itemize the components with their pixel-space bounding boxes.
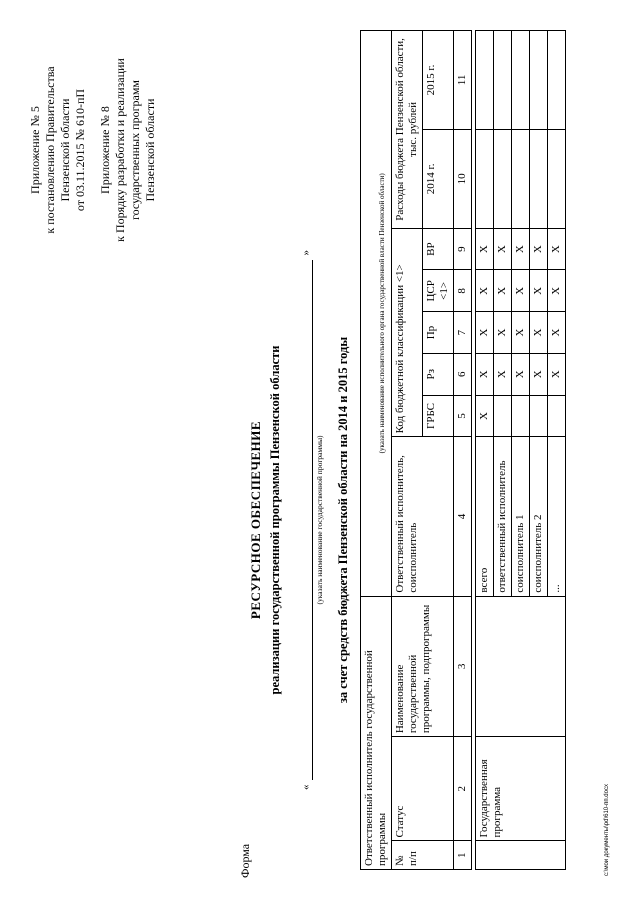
col-number: 7 — [454, 312, 472, 354]
header-status: Статус — [392, 737, 454, 841]
document-page — [20, 20, 620, 880]
header-executor: Ответственный исполнитель, соисполнитель — [392, 437, 454, 596]
status-cell: Государственная программа — [476, 737, 566, 841]
header-name: Наименование государственной программы, подпрограммы — [392, 596, 454, 737]
col-number: 1 — [454, 841, 472, 870]
header-vr: ВР — [423, 228, 454, 270]
csr-cell: X — [494, 270, 512, 312]
vr-cell: X — [512, 228, 530, 270]
rz-cell: X — [512, 353, 530, 395]
expense-2014-cell — [476, 129, 494, 228]
expense-2014-cell — [548, 129, 566, 228]
col-number: 6 — [454, 353, 472, 395]
col-number: 2 — [454, 737, 472, 841]
col-number: 4 — [454, 437, 472, 596]
expense-2015-cell — [494, 31, 512, 130]
document-subtitle: реализации государственной программы Пензенской области — [268, 345, 282, 695]
csr-cell: X — [530, 270, 548, 312]
rz-cell: X — [494, 353, 512, 395]
col-number: 9 — [454, 228, 472, 270]
header-2014: 2014 г. — [423, 129, 454, 228]
header-expenses: Расходы бюджета Пензенской области, тыс. рублей — [392, 31, 423, 229]
pr-cell: X — [494, 312, 512, 354]
csr-cell: X — [512, 270, 530, 312]
header-pr: Пр — [423, 312, 454, 354]
grbs-cell: X — [476, 395, 494, 437]
pr-cell: X — [530, 312, 548, 354]
pr-cell: X — [548, 312, 566, 354]
quote-close: » — [300, 250, 312, 256]
expense-2014-cell — [494, 129, 512, 228]
document-title: РЕСУРСНОЕ ОБЕСПЕЧЕНИЕ — [248, 420, 263, 620]
expense-2015-cell — [548, 31, 566, 130]
expense-2015-cell — [512, 31, 530, 130]
executor-cell: ... — [548, 437, 566, 596]
resource-table — [360, 30, 566, 870]
header-2015: 2015 г. — [423, 31, 454, 130]
csr-cell: X — [476, 270, 494, 312]
pr-cell: X — [476, 312, 494, 354]
appendix-5-title: Приложение № 5 — [28, 106, 42, 194]
expense-2015-cell — [476, 31, 494, 130]
grbs-cell — [512, 395, 530, 437]
column-numbers-row — [454, 31, 472, 870]
funding-title: за счет средств бюджета Пензенской области на 2014 и 2015 годы — [336, 336, 350, 704]
appendix-8-line: Пензенской области — [143, 98, 157, 202]
col-number: 3 — [454, 596, 472, 737]
program-name-cell — [476, 596, 566, 737]
col-number: 8 — [454, 270, 472, 312]
appendix-5-block — [28, 40, 88, 260]
rz-cell: X — [530, 353, 548, 395]
title-block — [248, 250, 351, 790]
vr-cell: X — [548, 228, 566, 270]
vr-cell: X — [476, 228, 494, 270]
appendix-8-block — [98, 40, 158, 260]
appendix-5-line: к постановлению Правительства — [43, 66, 57, 234]
rz-cell: X — [548, 353, 566, 395]
executor-cell: соисполнитель 2 — [530, 437, 548, 596]
quote-open: « — [300, 784, 312, 790]
appendix-8-line: государственных программ — [128, 79, 142, 221]
grbs-cell — [494, 395, 512, 437]
expense-2014-cell — [512, 129, 530, 228]
col-number: 10 — [454, 129, 472, 228]
executor-cell: соисполнитель 1 — [512, 437, 530, 596]
grbs-cell — [548, 395, 566, 437]
appendix-5-line: Пензенской области — [58, 98, 72, 202]
header-rz: Рз — [423, 353, 454, 395]
header-row — [392, 31, 423, 870]
header-csr: ЦСР <1> — [423, 270, 454, 312]
grbs-cell — [530, 395, 548, 437]
executor-cell: всего — [476, 437, 494, 596]
file-path-footer: c:\мои документы\pd\610-пп.docx — [604, 784, 610, 876]
rz-cell: X — [476, 353, 494, 395]
executor-cell: ответственный исполнитель — [494, 437, 512, 596]
responsible-label: Ответственный исполнитель государственной программы — [361, 596, 392, 869]
responsible-hint: (указать наименование исполнительного органа государственной власти Пензенской области) — [361, 31, 392, 597]
vr-cell: X — [494, 228, 512, 270]
responsible-row — [361, 31, 392, 870]
header-num: № п/п — [392, 841, 454, 870]
form-label: Форма — [238, 843, 252, 878]
pr-cell: X — [512, 312, 530, 354]
appendix-8-line: к Порядку разработки и реализации — [113, 58, 127, 242]
table-row — [476, 31, 494, 870]
csr-cell: X — [548, 270, 566, 312]
header-grbs: ГРБС — [423, 395, 454, 437]
vr-cell: X — [530, 228, 548, 270]
expense-2014-cell — [530, 129, 548, 228]
header-budget-code: Код бюджетной классификации <1> — [392, 228, 423, 437]
program-name-hint: (указать наименование государственной программы) — [315, 435, 324, 605]
expense-2015-cell — [530, 31, 548, 130]
row-num-cell — [476, 841, 566, 870]
col-number: 5 — [454, 395, 472, 437]
col-number: 11 — [454, 31, 472, 130]
appendix-8-title: Приложение № 8 — [98, 106, 112, 194]
program-name-blank — [297, 250, 313, 790]
appendix-5-date: от 03.11.2015 № 610-пП — [73, 88, 87, 212]
